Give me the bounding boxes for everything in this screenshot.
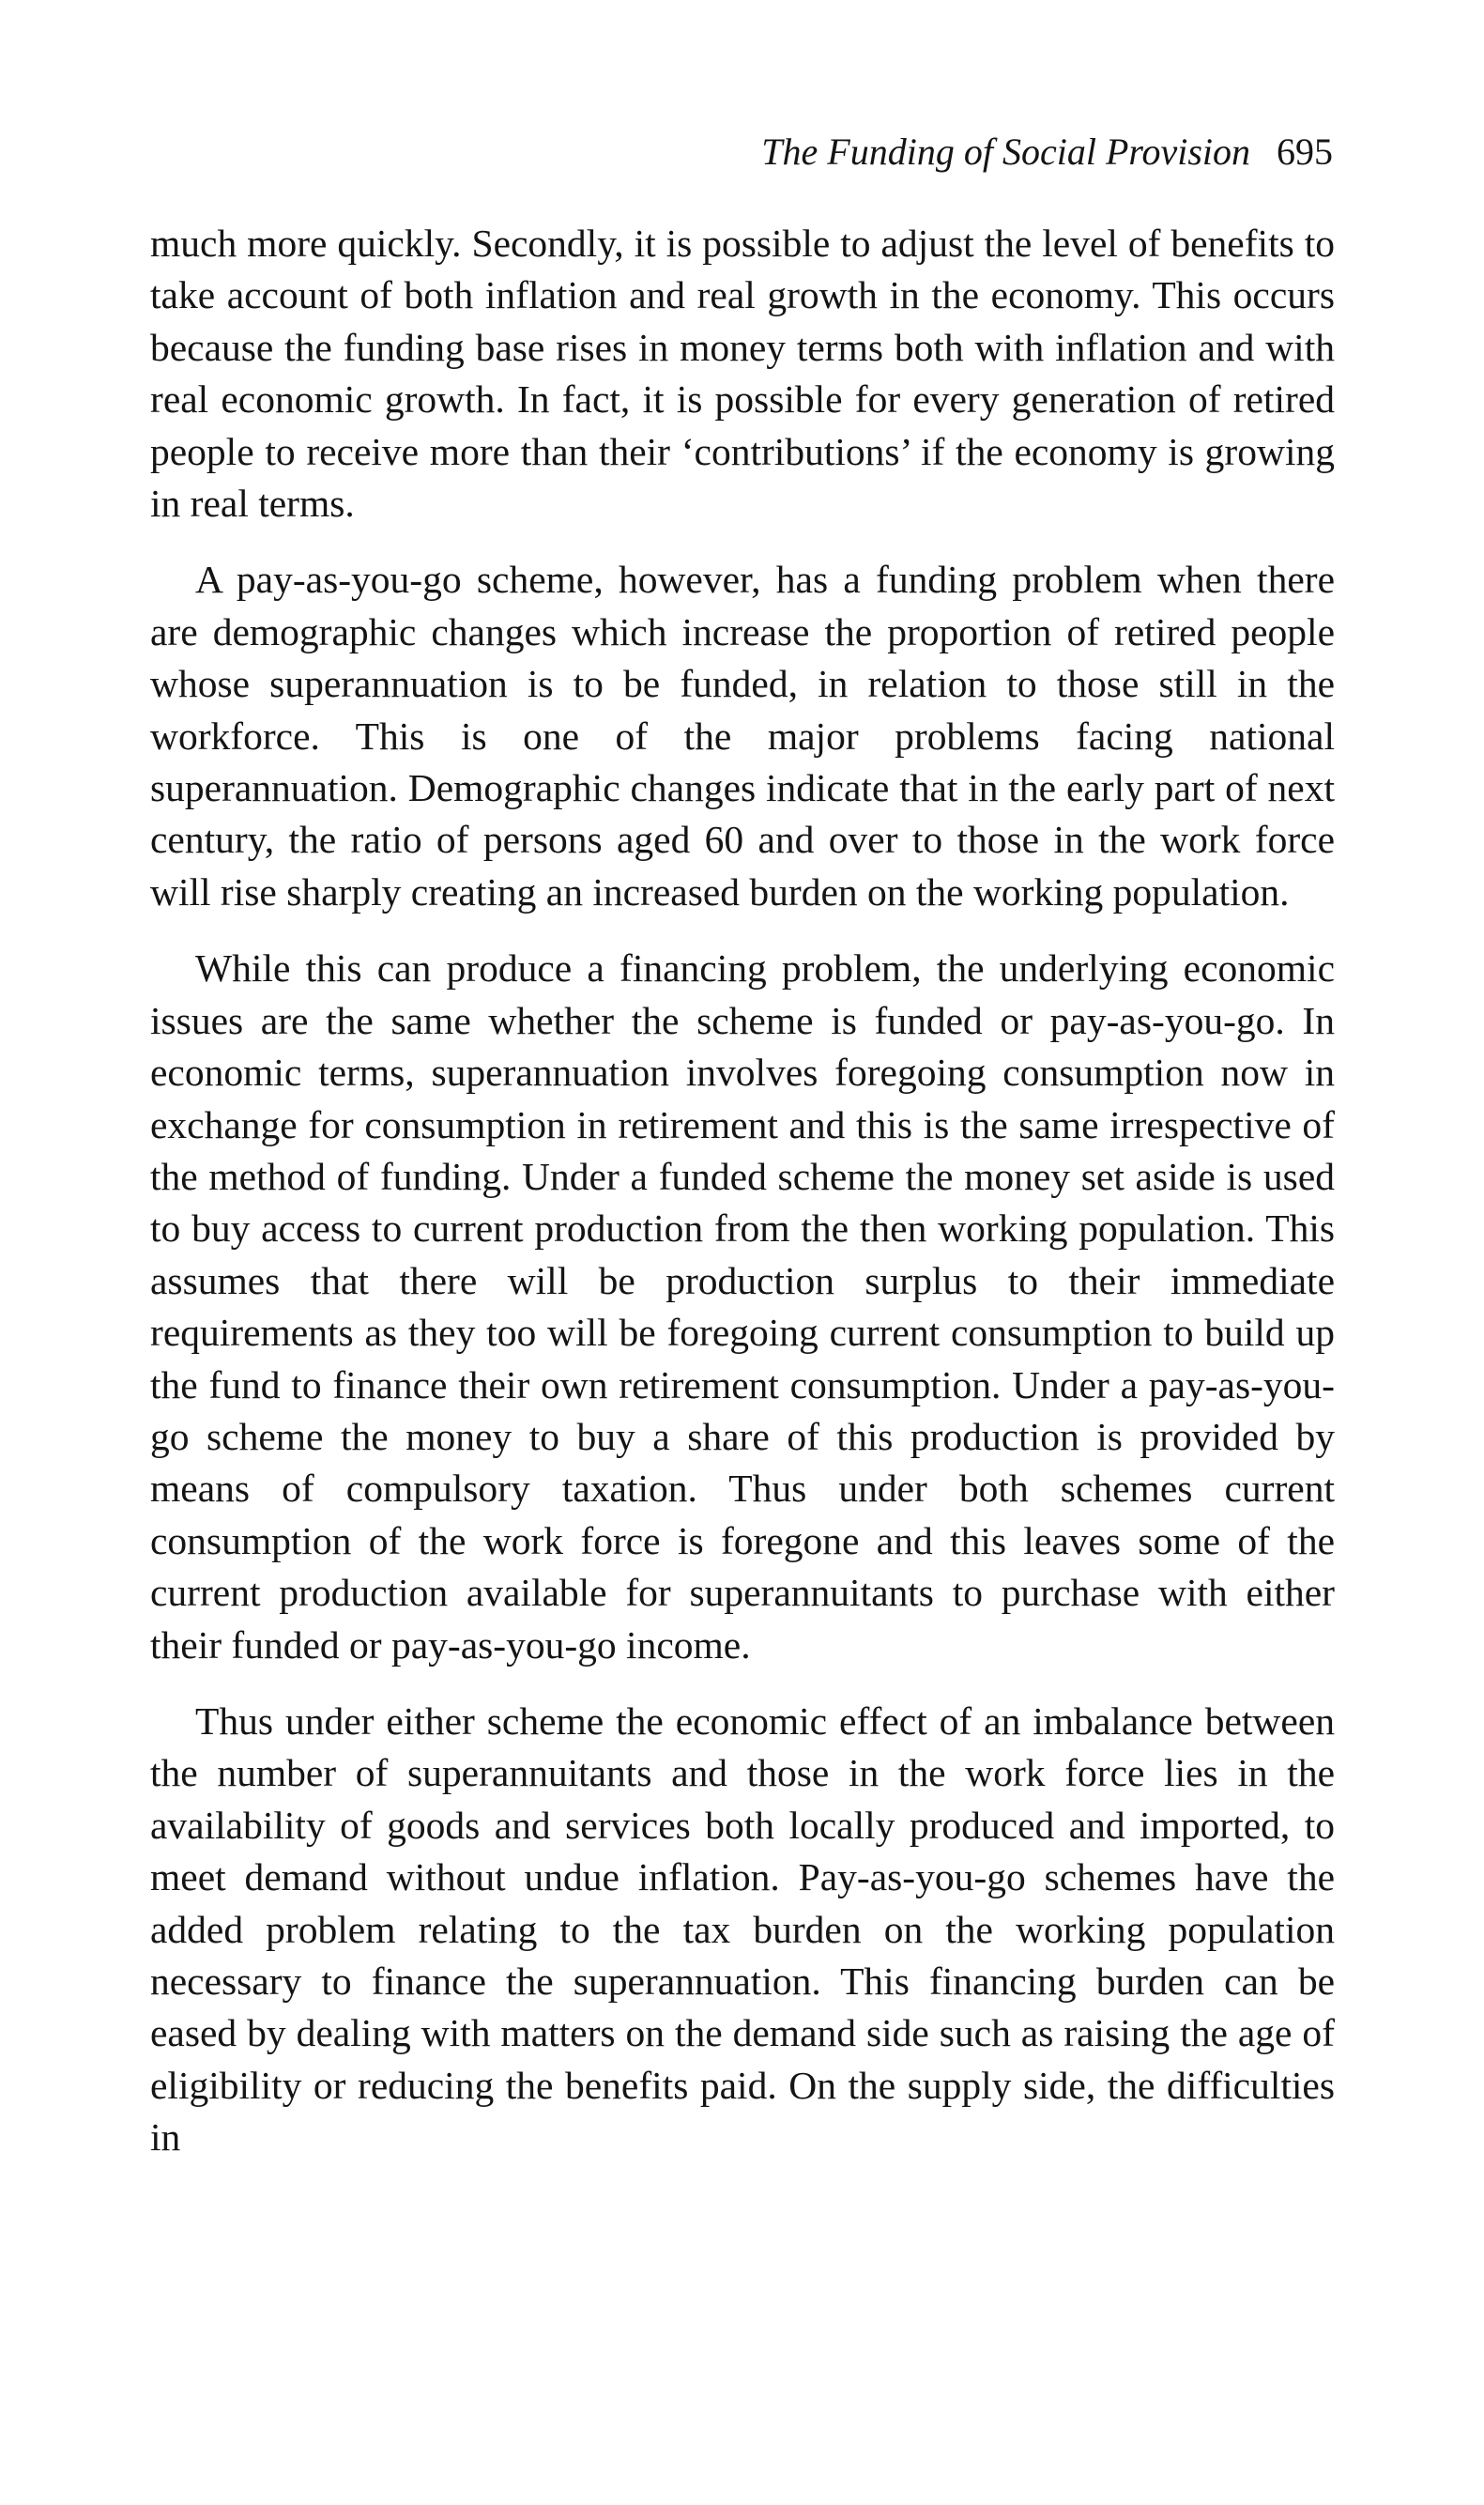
page-number: 695: [1277, 131, 1333, 173]
body-text: [150, 218, 1335, 2189]
paragraph-imbalance-effect: Thus under either scheme the economic effect of an imbalance between the number of superannuitants and those in the work force lies in the availability of goods and services both locally produced and imported, to meet demand without undue inflation. Pay-as-you-go schemes have the added problem relating to the tax burden on the working population necessary to finance the superannuation. This financing burden can be eased by dealing with matters on the demand side such as raising the age of eligibility or reducing the benefits paid. On the supply side, the difficulties in: [150, 1698, 1335, 2159]
running-head-title: The Funding of Social Provision: [761, 131, 1250, 173]
paragraph-economic-issues: While this can produce a financing problem, the underlying economic issues are the same whether the scheme is funded or pay-as-you-go. In economic terms, superannuation involves foregoing consumption now in exchange for consumption in retirement and this is the same irrespective of the method of funding. Under a funded scheme the money set aside is used to buy access to current production from the then working population. This assumes that there will be production surplus to their immediate requirements as they too will be foregoing current consumption to build up the fund to finance their own retirement consumption. Under a pay-as-you-go scheme the money to buy a share of this production is provided by means of compulsory taxation. Thus under both schemes current consumption of the work force is foregone and this leaves some of the current production available for superannuitants to purchase with either their funded or pay-as-you-go income.: [150, 946, 1335, 1667]
paragraph-pay-as-you-go-problem: A pay-as-you-go scheme, however, has a funding problem when there are demographic changes which increase the proportion of retired people whose superannuation is to be funded, in relation to those still in the workforce. This is one of the major problems facing national superannuation. Demographic changes indicate that in the early part of next century, the ratio of persons aged 60 and over to those in the work force will rise sharply creating an increased burden on the working population.: [150, 558, 1335, 914]
running-head: [150, 130, 1333, 175]
paragraph-continued: much more quickly. Secondly, it is possible to adjust the level of benefits to take account of both inflation and real growth in the economy. This occurs because the funding base rises in money terms both with inflation and with real economic growth. In fact, it is possible for every generation of retired people to receive more than their ‘contributions’ if the economy is growing in real terms.: [150, 222, 1335, 526]
